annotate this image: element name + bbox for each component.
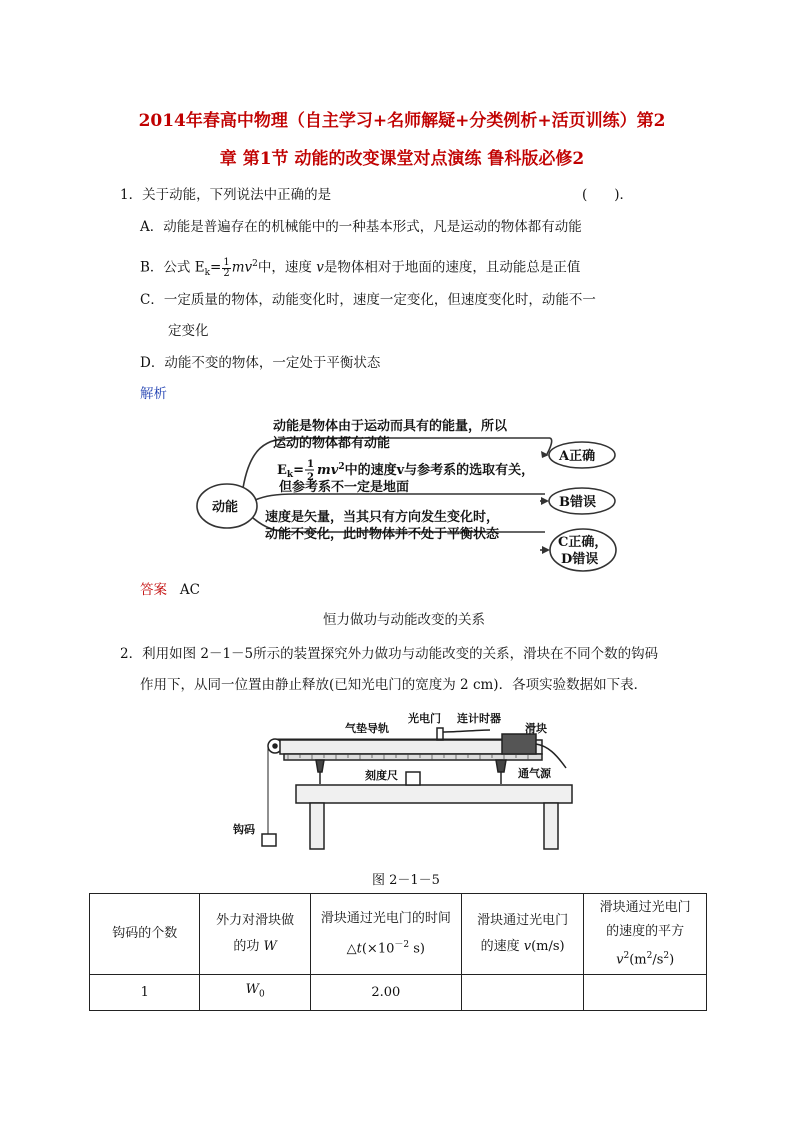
analysis-label: 解析 <box>140 386 167 402</box>
q2-line-2: 作用下，从同一位置由静止释放(已知光电门的宽度为 2 cm)．各项实验数据如下表． <box>140 677 648 693</box>
table-header-row <box>90 894 707 975</box>
mindmap-branch2-line2: 但参考系不一定是地面 <box>279 480 410 495</box>
q1-option-c-line2: 定变化 <box>168 323 209 339</box>
cell-velocity-squared <box>584 975 707 1011</box>
mindmap-arrowhead-cd <box>542 546 550 554</box>
hanging-weight <box>262 834 276 846</box>
label-timer: 连计时器 <box>457 712 501 725</box>
mindmap-branch3-line1: 速度是矢量，当其只有方向发生变化时， <box>265 510 500 525</box>
mindmap-branch3-line2: 动能不变化，此时物体并不处于平衡状态 <box>265 527 500 542</box>
cell-count: 1 <box>90 975 200 1011</box>
q1-option-d: D．动能不变的物体，一定处于平衡状态 <box>140 355 381 371</box>
title-line-2: 章 第1节 动能的改变课堂对点演练 鲁科版必修2 <box>219 149 585 169</box>
title-line-1: 2014年春高中物理（自主学习+名师解疑+分类例析+活页训练）第2 <box>138 111 666 131</box>
mindmap-center-label: 动能 <box>212 500 239 515</box>
cell-velocity <box>461 975 584 1011</box>
mindmap-result-a: A正确 <box>559 449 596 464</box>
document-title <box>96 102 708 178</box>
mindmap-branch2-num: 1 <box>307 459 314 470</box>
q1-option-b: B．公式 $E_k=$ $\frac{1}{2}$ $mv^2$中，速度 v是物体相对于地面的速度，且动能总是正值 <box>140 256 581 279</box>
q2-line-1: 2．利用如图 2－1－5所示的装置探究外力做功与动能改变的关系，滑块在不同个数的钩码 <box>120 646 659 662</box>
label-air-track: 气垫导轨 <box>345 722 389 735</box>
answer-line <box>140 580 200 600</box>
q1-answer-paren: ( )． <box>582 187 634 203</box>
label-photogate: 光电门 <box>408 712 441 725</box>
mindmap-branch1-line2: 运动的物体都有动能 <box>273 436 391 451</box>
mindmap-branch2-den: 2 <box>307 472 314 483</box>
label-slider: 滑块 <box>525 722 547 735</box>
cell-time: 2.00 <box>310 975 461 1011</box>
mindmap-arrowhead-b <box>541 497 549 505</box>
timer-cable <box>443 730 490 732</box>
header-velocity-squared: 滑块通过光电门 的速度的平方 $v^2(m^2/s^2)$ <box>584 894 707 975</box>
ruler <box>284 754 542 760</box>
apparatus-figure <box>228 708 578 868</box>
slider-block <box>502 734 536 754</box>
q1-option-c-line1: C．一定质量的物体，动能变化时，速度一定变化，但速度变化时，动能不一 <box>140 292 596 308</box>
header-count: 钩码的个数 <box>90 894 200 975</box>
data-table <box>89 893 707 1011</box>
q1-stem: 1．关于动能，下列说法中正确的是 <box>120 187 332 203</box>
table-row <box>90 975 707 1011</box>
analysis-mindmap <box>195 408 625 578</box>
fraction-half: $\frac{1}{2}$ <box>223 256 230 279</box>
label-air-source: 通气源 <box>518 767 551 780</box>
mindmap-branch2-ek: $E_k=$ <box>277 463 305 480</box>
foot-right <box>496 760 506 772</box>
answer-label: 答案 <box>140 582 167 598</box>
table-top <box>296 785 572 803</box>
center-support <box>406 772 420 785</box>
mindmap-result-b: B错误 <box>559 495 596 510</box>
table-leg-right <box>544 803 558 849</box>
mindmap-branch1-line1: 动能是物体由于运动而具有的能量，所以 <box>273 419 508 434</box>
header-time: 滑块通过光电门的时间 $\triangle t(\times 10^{-2}$ s) <box>310 894 461 975</box>
label-weights: 钩码 <box>233 823 255 836</box>
header-work: 外力对滑块做 的功 W <box>200 894 310 975</box>
mindmap-result-c: C正确， <box>558 535 608 550</box>
section-heading: 恒力做功与动能改变的关系 <box>323 612 485 628</box>
table-leg-left <box>310 803 324 849</box>
foot-left <box>316 760 324 772</box>
header-velocity: 滑块通过光电门 的速度 v(m/s) <box>461 894 584 975</box>
label-ruler: 刻度尺 <box>365 769 398 782</box>
figure-caption: 图 2－1－5 <box>372 873 440 888</box>
mindmap-branch2-rest: $mv^2$中的速度v与参考系的选取有关， <box>317 462 535 478</box>
cell-work: $W_0$ <box>200 975 310 1011</box>
mindmap-result-d: D错误 <box>561 552 599 567</box>
photogate <box>437 728 443 740</box>
q1-option-a: A．动能是普遍存在的机械能中的一种基本形式，凡是运动的物体都有动能 <box>140 219 582 235</box>
answer-value: AC <box>179 582 200 598</box>
